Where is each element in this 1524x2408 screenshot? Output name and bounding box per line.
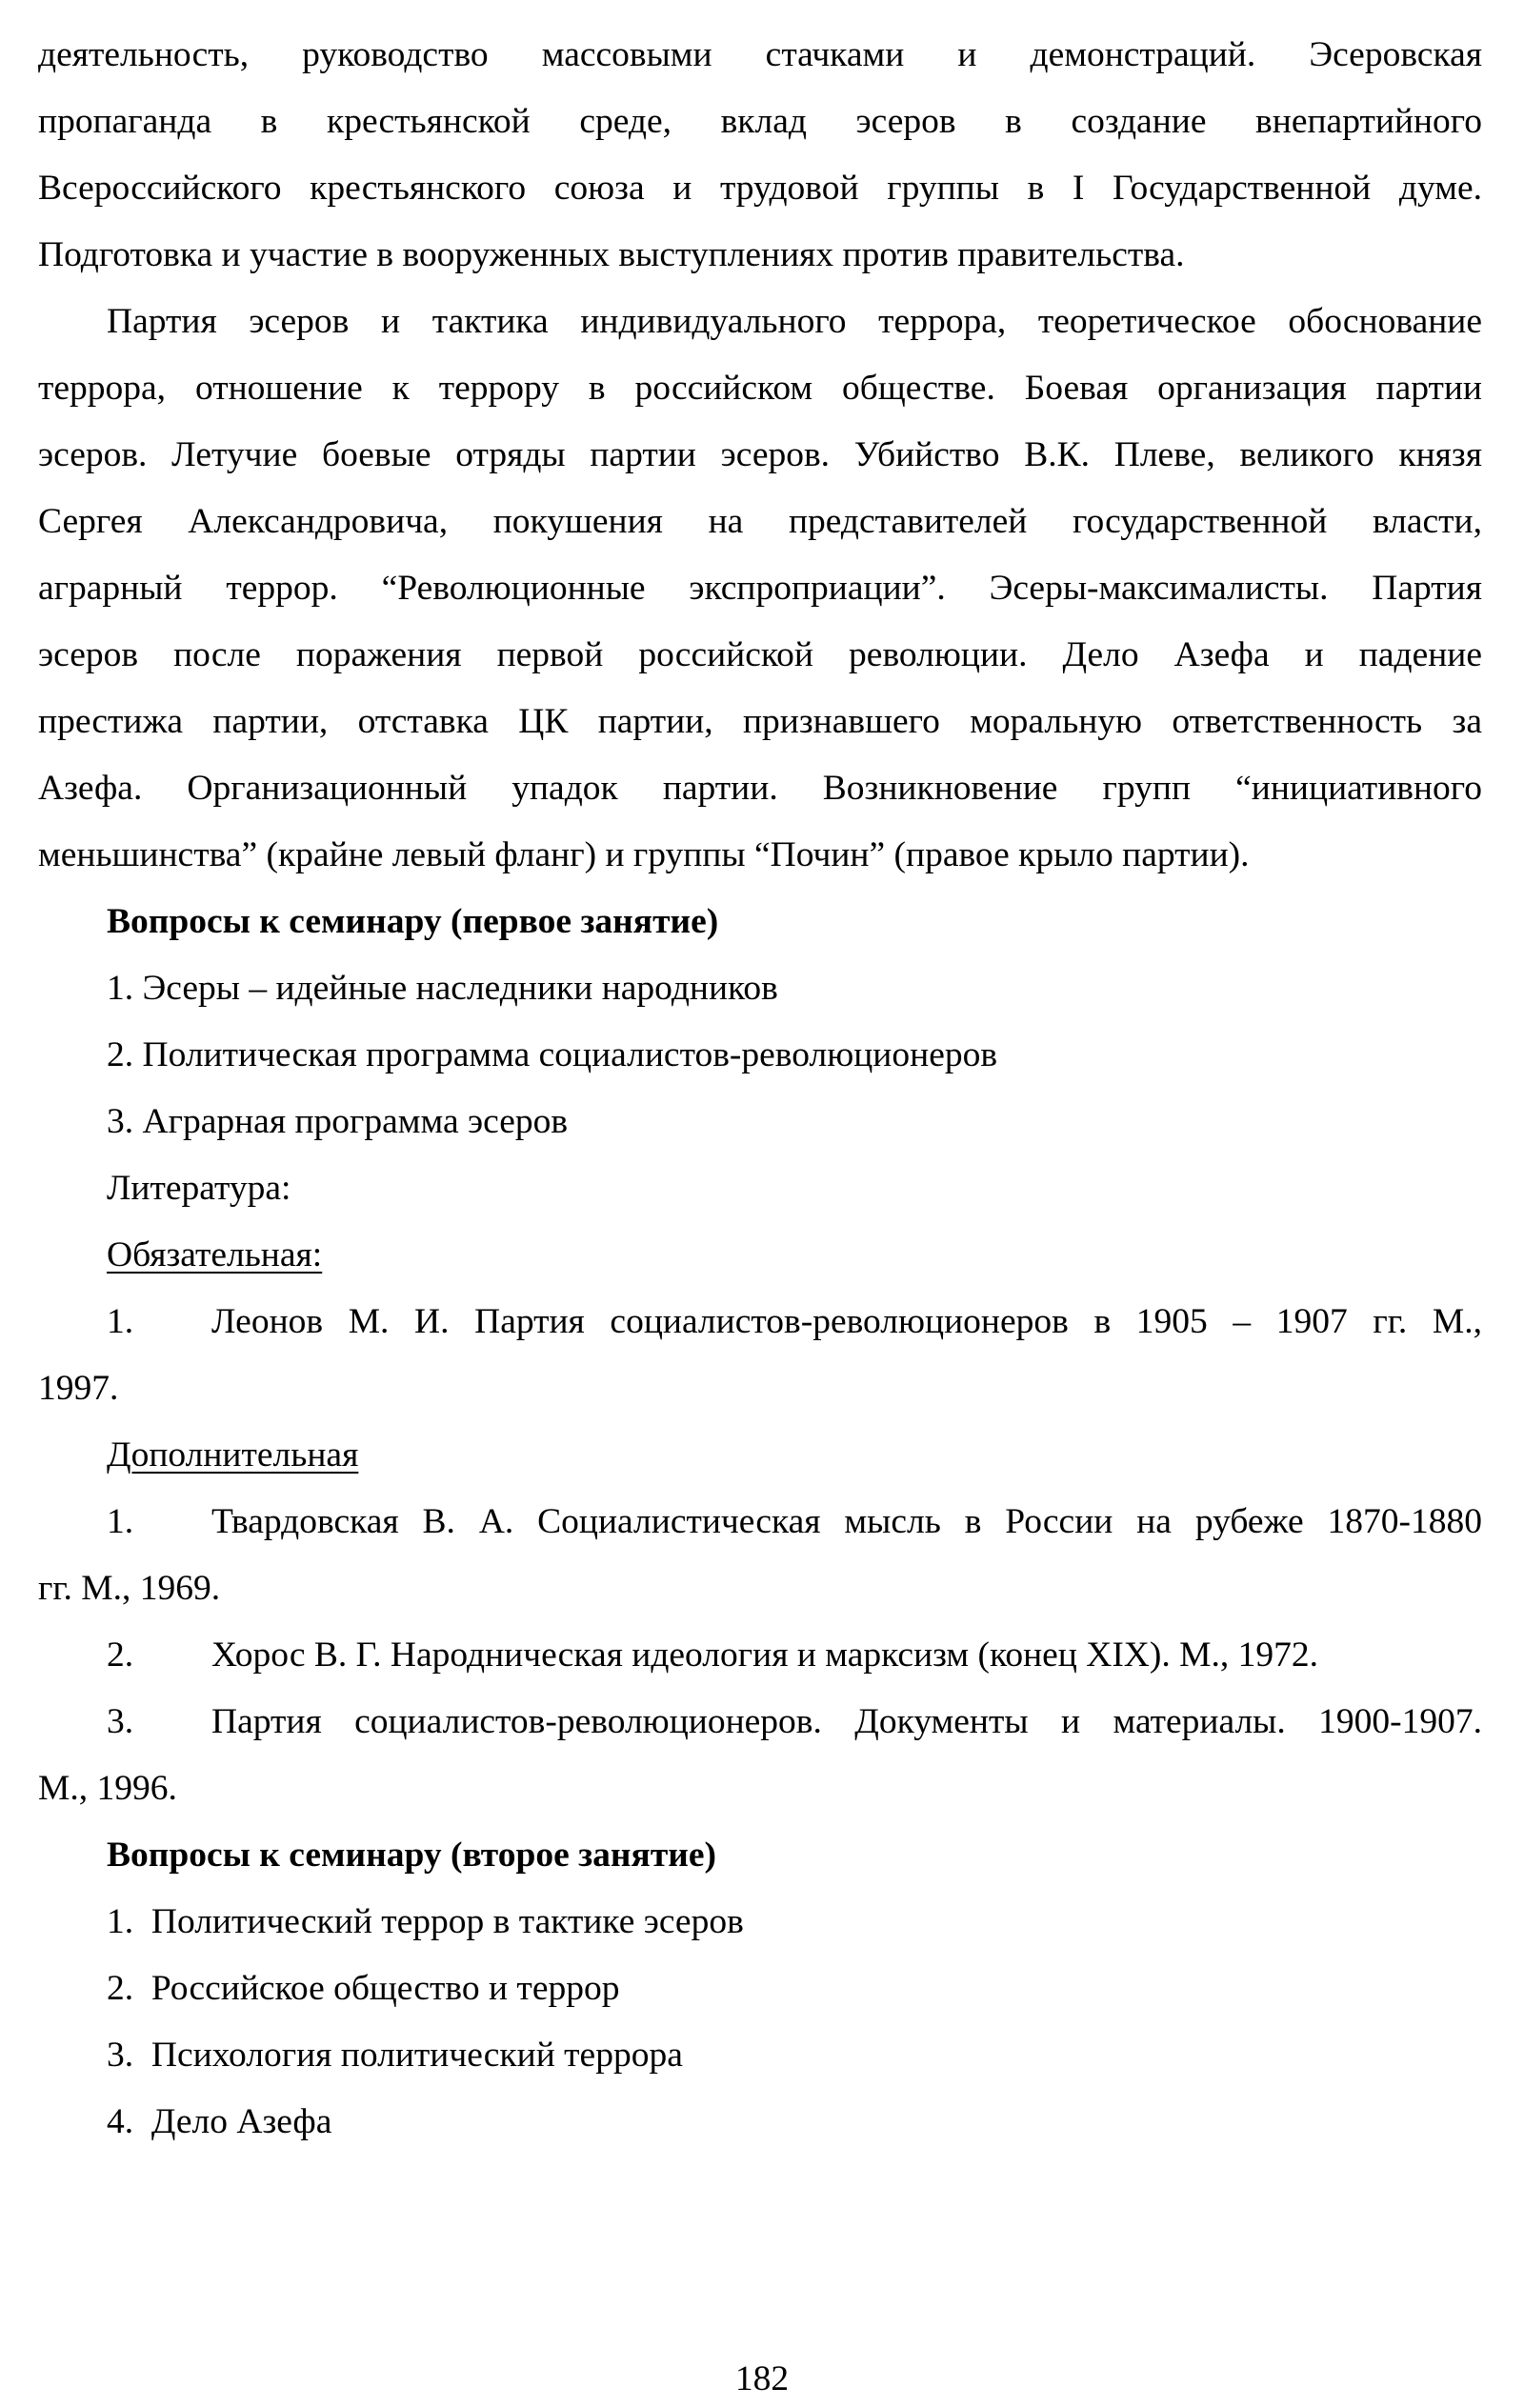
additional-label-text: Дополнительная xyxy=(107,1435,359,1475)
text-line: террора, отношение к террору в российском обществе. Боевая организация партии xyxy=(38,369,1482,408)
text-line: эсеров после поражения первой российской революции. Дело Азефа и падение xyxy=(38,635,1482,674)
reference-text: Твардовская В. А. Социалистическая мысль в России на рубеже 1870-1880 xyxy=(211,1502,1482,1541)
reference-number: 2. xyxy=(107,1635,134,1675)
text-line: Сергея Александровича, покушения на представителей государственной власти, xyxy=(38,502,1482,541)
paragraph-terror-tactics xyxy=(38,289,1482,889)
reference-text: Леонов М. И. Партия социалистов-революционеров в 1905 – 1907 гг. М., xyxy=(211,1302,1482,1341)
reference-item xyxy=(38,1689,1482,1756)
text-line: деятельность, руководство массовыми стачками и демонстраций. Эсеровская xyxy=(38,35,1482,74)
additional-literature-label xyxy=(38,1422,1482,1489)
text-line: эсеров. Летучие боевые отряды партии эсеров. Убийство В.К. Плеве, великого князя xyxy=(38,435,1482,474)
reference-continuation: гг. М., 1969. xyxy=(38,1569,221,1608)
seminar-heading: Вопросы к семинару (первое занятие) xyxy=(107,902,719,941)
question-item: 1. Политический террор в тактике эсеров xyxy=(107,1902,744,1941)
text-line: меньшинства” (крайне левый фланг) и группы “Почин” (правое крыло партии). xyxy=(38,835,1250,874)
seminar-section-second xyxy=(38,1822,1482,2156)
document-page xyxy=(38,22,1482,2156)
text-line: Всероссийского крестьянского союза и трудовой группы в I Государственной думе. xyxy=(38,169,1482,208)
reference-item xyxy=(38,1289,1482,1355)
question-item: 4. Дело Азефа xyxy=(107,2102,332,2141)
question-item: 3. Психология политический террора xyxy=(107,2036,683,2075)
text-line: престижа партии, отставка ЦК партии, признавшего моральную ответственность за xyxy=(38,702,1482,741)
paragraph-continuation xyxy=(38,22,1482,289)
required-label-text: Обязательная: xyxy=(107,1235,323,1274)
seminar-heading: Вопросы к семинару (второе занятие) xyxy=(107,1836,716,1875)
reference-continuation: 1997. xyxy=(38,1369,119,1408)
required-literature-label xyxy=(38,1222,1482,1289)
reference-text: Партия социалистов-революционеров. Документы и материалы. 1900-1907. xyxy=(211,1702,1482,1741)
seminar-section-first xyxy=(38,889,1482,1822)
reference-item xyxy=(38,1622,1482,1689)
reference-continuation: М., 1996. xyxy=(38,1769,177,1808)
text-line: аграрный террор. “Революционные экспроприации”. Эсеры-максималисты. Партия xyxy=(38,569,1482,608)
reference-text: Хорос В. Г. Народническая идеология и марксизм (конец XIX). М., 1972. xyxy=(211,1635,1318,1675)
text-line: Азефа. Организационный упадок партии. Возникновение групп “инициативного xyxy=(38,769,1482,808)
reference-number: 1. xyxy=(107,1302,134,1341)
question-item: 1. Эсеры – идейные наследники народников xyxy=(107,969,778,1008)
text-line: пропаганда в крестьянской среде, вклад эсеров в создание внепартийного xyxy=(38,102,1482,141)
page-number: 182 xyxy=(734,2359,790,2398)
reference-item xyxy=(38,1489,1482,1555)
reference-number: 1. xyxy=(107,1502,134,1541)
reference-number: 3. xyxy=(107,1702,134,1741)
question-item: 3. Аграрная программа эсеров xyxy=(107,1102,569,1141)
text-line: Партия эсеров и тактика индивидуального террора, теоретическое обоснование xyxy=(107,302,1482,341)
literature-label: Литература: xyxy=(107,1169,291,1208)
text-line: Подготовка и участие в вооруженных выступлениях против правительства. xyxy=(38,235,1185,274)
question-item: 2. Российское общество и террор xyxy=(107,1969,620,2008)
question-item: 2. Политическая программа социалистов-революционеров xyxy=(107,1035,998,1074)
